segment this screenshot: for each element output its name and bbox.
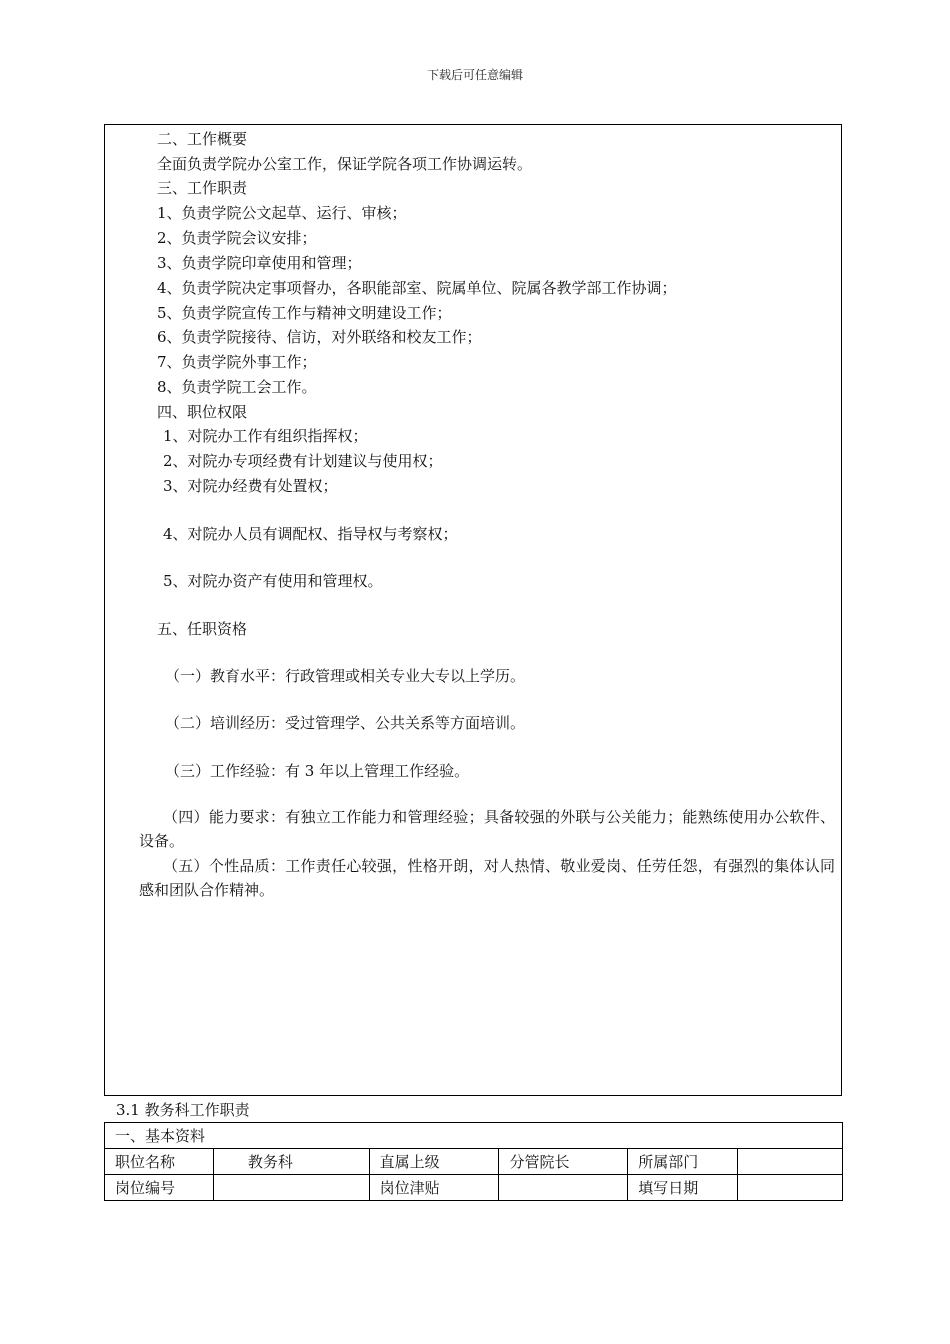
authority-item: 2、对院办专项经费有计划建议与使用权； bbox=[163, 452, 443, 470]
job-description-box bbox=[104, 124, 842, 1096]
duty-item: 5、负责学院宣传工作与精神文明建设工作； bbox=[157, 304, 452, 322]
qualification-item: （一）教育水平：行政管理或相关专业大专以上学历。 bbox=[165, 667, 526, 685]
qualification-paragraph: （四）能力要求：有独立工作能力和管理经验；具备较强的外联与公关能力；能熟练使用办公软件、设备。 bbox=[139, 808, 835, 850]
authority-item: 3、对院办经费有处置权； bbox=[163, 477, 338, 495]
table-cell: 直属上级 bbox=[369, 1149, 499, 1175]
table-row bbox=[105, 1123, 843, 1149]
table-row bbox=[105, 1149, 843, 1175]
header-note: 下载后可任意编辑 bbox=[426, 68, 523, 82]
heading-work-overview: 二、工作概要 bbox=[157, 130, 248, 148]
authority-item: 4、对院办人员有调配权、指导权与考察权； bbox=[163, 525, 458, 543]
table-cell bbox=[499, 1175, 628, 1201]
table-cell: 所属部门 bbox=[628, 1149, 738, 1175]
qualification-paragraph: （五）个性品质：工作责任心较强，性格开朗，对人热情、敬业爱岗、任劳任怨，有强烈的集体认同感和团队合作精神。 bbox=[139, 857, 835, 899]
work-overview-text: 全面负责学院办公室工作，保证学院各项工作协调运转。 bbox=[157, 155, 533, 173]
duty-item: 7、负责学院外事工作； bbox=[157, 353, 317, 371]
table-cell: 分管院长 bbox=[499, 1149, 628, 1175]
table-cell: 教务科 bbox=[213, 1149, 369, 1175]
duty-item: 6、负责学院接待、信访，对外联络和校友工作； bbox=[157, 328, 482, 346]
table-header-cell: 一、基本资料 bbox=[105, 1123, 843, 1149]
duty-item: 8、负责学院工会工作。 bbox=[157, 378, 317, 396]
duty-item: 3、负责学院印章使用和管理； bbox=[157, 254, 362, 272]
qualification-item: （二）培训经历：受过管理学、公共关系等方面培训。 bbox=[165, 714, 526, 732]
table-row bbox=[105, 1175, 843, 1201]
duty-item: 4、负责学院决定事项督办，各职能部室、院属单位、院属各教学部工作协调； bbox=[157, 279, 677, 297]
table-cell: 填写日期 bbox=[628, 1175, 738, 1201]
heading-authority: 四、职位权限 bbox=[157, 403, 248, 421]
authority-item: 5、对院办资产有使用和管理权。 bbox=[163, 572, 383, 590]
duty-item: 2、负责学院会议安排； bbox=[157, 229, 317, 247]
table-cell bbox=[213, 1175, 369, 1201]
table-cell bbox=[738, 1149, 843, 1175]
authority-item: 1、对院办工作有组织指挥权； bbox=[163, 427, 368, 445]
basic-info-table bbox=[104, 1122, 843, 1201]
table-cell: 岗位津贴 bbox=[369, 1175, 499, 1201]
table-cell bbox=[738, 1175, 843, 1201]
qualification-item: （三）工作经验：有 3 年以上管理工作经验。 bbox=[165, 762, 470, 780]
heading-qualifications: 五、任职资格 bbox=[157, 620, 248, 638]
table-cell: 岗位编号 bbox=[105, 1175, 214, 1201]
duty-item: 1、负责学院公文起草、运行、审核； bbox=[157, 204, 407, 222]
table-cell: 职位名称 bbox=[105, 1149, 214, 1175]
heading-duties: 三、工作职责 bbox=[157, 179, 248, 197]
section-title: 3.1 教务科工作职责 bbox=[116, 1101, 250, 1119]
